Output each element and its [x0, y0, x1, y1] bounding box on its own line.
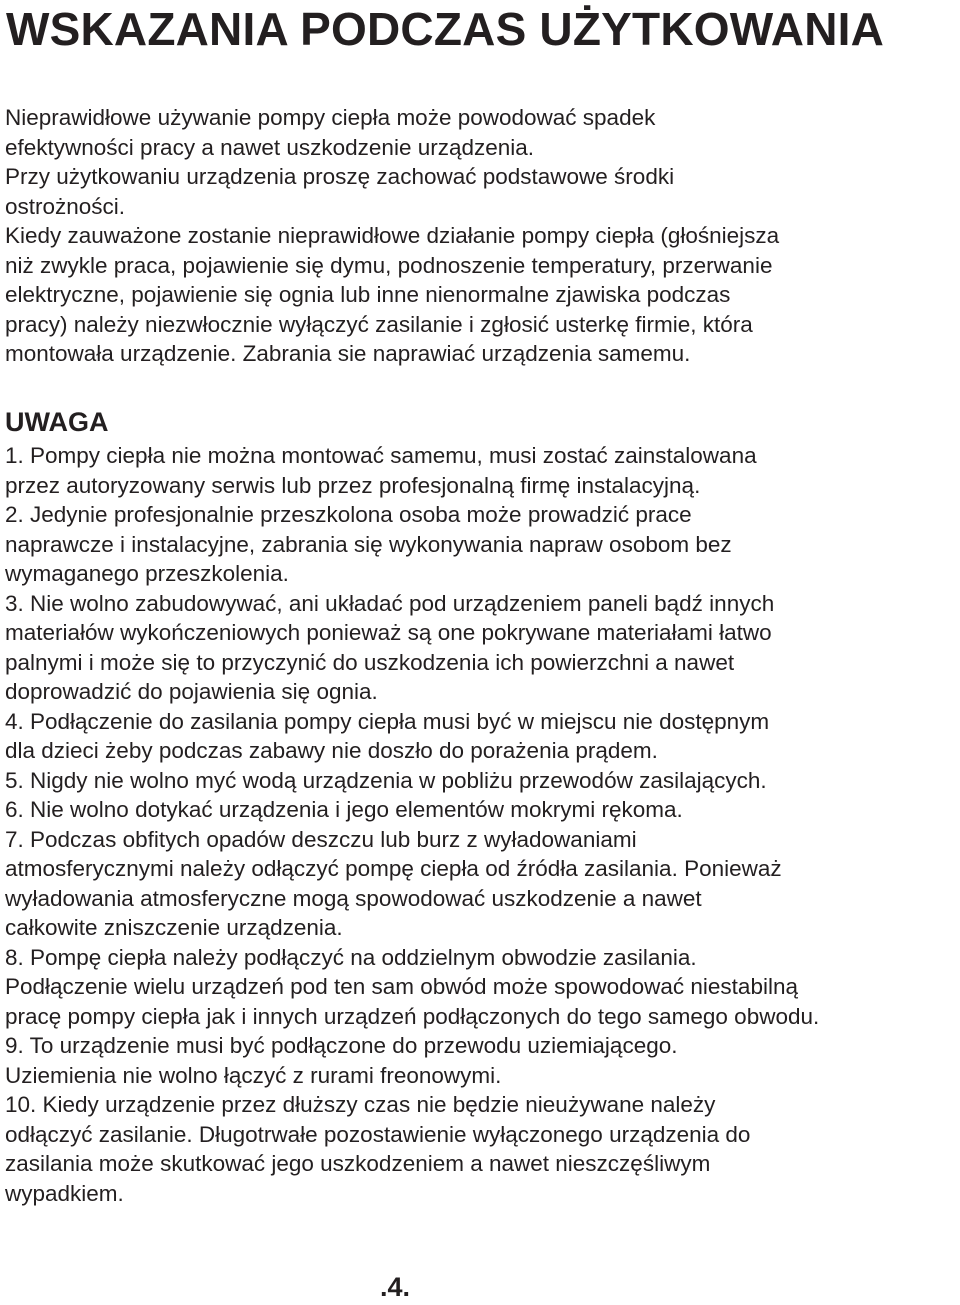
list-item-line: zasilania może skutkować jego uszkodzeniem a nawet nieszczęśliwym [5, 1151, 711, 1176]
list-item-line: wypadkiem. [5, 1180, 124, 1206]
warning-list [5, 441, 960, 1208]
intro-line: Nieprawidłowe używanie pompy ciepła może powodować spadek [5, 105, 656, 130]
intro-paragraph [5, 103, 960, 369]
list-item-line: materiałów wykończeniowych ponieważ są one pokrywane materiałami łatwo [5, 620, 772, 645]
list-item-line: dla dzieci żeby podczas zabawy nie doszło do porażenia prądem. [5, 738, 658, 763]
intro-line: montowała urządzenie. Zabrania sie naprawiać urządzenia samemu. [5, 341, 691, 366]
list-item-line: 2. Jedynie profesjonalnie przeszkolona osoba może prowadzić prace [5, 502, 692, 527]
list-item-line: Podłączenie wielu urządzeń pod ten sam obwód może spowodować niestabilną [5, 974, 798, 999]
list-item-line: wymaganego przeszkolenia. [5, 561, 289, 586]
page-title: WSKAZANIA PODCZAS UŻYTKOWANIA [6, 3, 885, 55]
intro-line: Kiedy zauważone zostanie nieprawidłowe działanie pompy ciepła (głośniejsza [5, 223, 780, 248]
intro-line: pracy) należy niezwłocznie wyłączyć zasilanie i zgłosić usterkę firmie, która [5, 311, 753, 337]
list-item-line: wyładowania atmosferyczne mogą spowodować uszkodzenie a nawet [5, 885, 702, 911]
list-item-line: przez autoryzowany serwis lub przez profesjonalną firmę instalacyjną. [5, 472, 701, 498]
list-item-line: atmosferycznymi należy odłączyć pompę ciepła od źródła zasilania. Ponieważ [5, 856, 782, 881]
intro-line: efektywności pracy a nawet uszkodzenie urządzenia. [5, 134, 535, 160]
list-item-line: 10. Kiedy urządzenie przez dłuższy czas nie będzie nieużywane należy [5, 1092, 716, 1117]
list-item-line: Uziemienia nie wolno łączyć z rurami freonowymi. [5, 1062, 502, 1088]
list-item-line: 8. Pompę ciepła należy podłączyć na oddzielnym obwodzie zasilania. [5, 944, 697, 970]
list-item-line: 5. Nigdy nie wolno myć wodą urządzenia w pobliżu przewodów zasilających. [5, 767, 767, 793]
warning-heading: UWAGA [5, 407, 109, 437]
list-item-line: 9. To urządzenie musi być podłączone do przewodu uziemiającego. [5, 1033, 678, 1058]
list-item-line: 4. Podłączenie do zasilania pompy ciepła musi być w miejscu nie dostępnym [5, 708, 770, 734]
list-item-line: pracę pompy ciepła jak i innych urządzeń podłączonych do tego samego obwodu. [5, 1003, 820, 1029]
intro-line: elektryczne, pojawienie się ognia lub inne nienormalne zjawiska podczas [5, 282, 731, 307]
list-item-line: całkowite zniszczenie urządzenia. [5, 915, 343, 940]
list-item-line: palnymi i może się to przyczynić do uszkodzenia ich powierzchni a nawet [5, 649, 735, 675]
list-item-line: doprowadzić do pojawienia się ognia. [5, 679, 378, 704]
list-item-line: odłączyć zasilanie. Długotrwałe pozostawienie wyłączonego urządzenia do [5, 1121, 751, 1147]
intro-line: Przy użytkowaniu urządzenia proszę zachować podstawowe środki [5, 164, 675, 189]
list-item-line: 1. Pompy ciepła nie można montować samemu, musi zostać zainstalowana [5, 443, 757, 468]
list-item-line: 6. Nie wolno dotykać urządzenia i jego elementów mokrymi rękoma. [5, 797, 683, 822]
list-item-line: naprawcze i instalacyjne, zabrania się wykonywania napraw osobom bez [5, 531, 732, 557]
page-number: .4. [380, 1272, 411, 1302]
list-item-line: 7. Podczas obfitych opadów deszczu lub burz z wyładowaniami [5, 826, 637, 852]
intro-line: niż zwykle praca, pojawienie się dymu, podnoszenie temperatury, przerwanie [5, 252, 773, 278]
intro-line: ostrożności. [5, 193, 126, 219]
list-item-line: 3. Nie wolno zabudowywać, ani układać pod urządzeniem paneli bądź innych [5, 590, 775, 616]
